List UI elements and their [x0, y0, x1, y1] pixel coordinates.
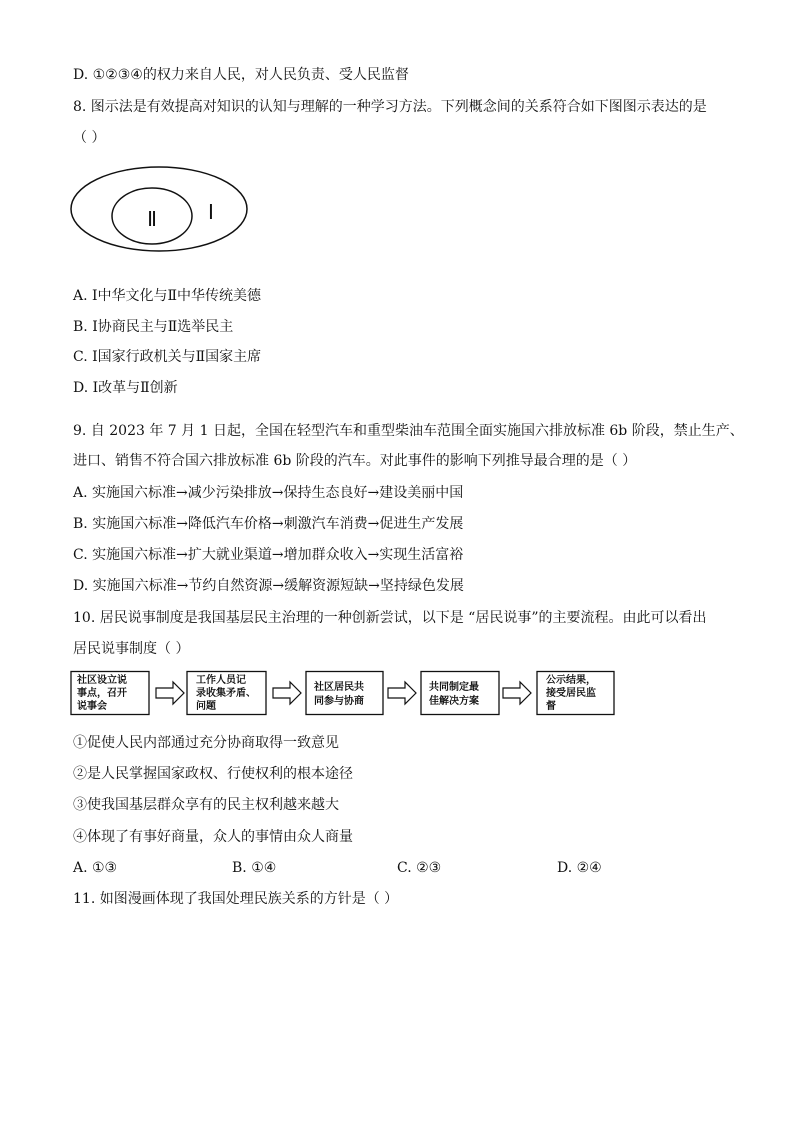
q10-option-b: B. ①④	[232, 860, 277, 876]
flow-box-5-line3: 督	[546, 701, 556, 712]
q11-stem: 11. 如图漫画体现了我国处理民族关系的方针是（ ）	[73, 891, 399, 907]
q10-flowchart	[70, 670, 616, 718]
q9-option-a: A. 实施国六标准→减少污染排放→保持生态良好→建设美丽中国	[73, 485, 464, 501]
q9-option-c: C. 实施国六标准→扩大就业渠道→增加群众收入→实现生活富裕	[73, 547, 464, 563]
q10-statement-1: ①促使人民内部通过充分协商取得一致意见	[73, 735, 339, 751]
flow-box-3-line2: 同参与协商	[314, 696, 364, 707]
q8-option-a: A. Ⅰ中华文化与Ⅱ中华传统美德	[73, 288, 262, 304]
q10-stem-line1: 10. 居民说事制度是我国基层民主治理的一种创新尝试，以下是 “居民说事”的主要流程。由此可以看出	[73, 610, 707, 626]
q8-option-b: B. Ⅰ协商民主与Ⅱ选举民主	[73, 319, 234, 335]
q10-option-d: D. ②④	[557, 860, 602, 876]
q7-option-d: D. ①②③④的权力来自人民，对人民负责、受人民监督	[73, 67, 409, 83]
q8-stem-line1: 8. 图示法是有效提高对知识的认知与理解的一种学习方法。下列概念间的关系符合如下图图示表达的是	[73, 99, 707, 115]
q9-option-b: B. 实施国六标准→降低汽车价格→刺激汽车消费→促进生产发展	[73, 516, 464, 532]
q10-option-a: A. ①③	[73, 860, 118, 876]
flow-box-5-line2: 接受居民监	[546, 688, 596, 699]
flow-arrow-icon	[273, 682, 301, 704]
q10-option-c: C. ②③	[397, 860, 442, 876]
flow-box-4	[421, 672, 499, 715]
outer-ellipse	[71, 167, 247, 251]
flow-box-4-line2: 佳解决方案	[429, 696, 479, 707]
flow-box-2-line3: 问题	[196, 701, 216, 712]
flow-arrow-icon	[156, 682, 184, 704]
inner-label: Ⅱ	[147, 207, 157, 231]
q10-statement-2: ②是人民掌握国家政权、行使权利的根本途径	[73, 766, 353, 782]
q8-venn-diagram	[68, 163, 252, 255]
outer-label: Ⅰ	[208, 200, 214, 224]
flow-box-1-line1: 社区设立说	[77, 675, 127, 686]
flow-box-3	[306, 672, 383, 715]
q9-stem-line2: 进口、销售不符合国六排放标准 6b 阶段的汽车。对此事件的影响下列推导最合理的是（ ）	[73, 453, 637, 469]
q8-option-d: D. Ⅰ改革与Ⅱ创新	[73, 380, 178, 396]
flow-box-5-line1: 公示结果，	[546, 675, 596, 686]
flow-box-1-line2: 事点，召开	[77, 688, 127, 699]
flow-box-2-line1: 工作人员记	[196, 675, 246, 686]
q8-option-c: C. Ⅰ国家行政机关与Ⅱ国家主席	[73, 349, 262, 365]
flow-box-2-line2: 录收集矛盾、	[196, 688, 256, 699]
flow-box-1-line3: 说事会	[77, 701, 107, 712]
flow-arrow-icon	[503, 682, 531, 704]
flow-box-4-line1: 共同制定最	[429, 682, 479, 693]
q10-stem-line2: 居民说事制度（ ）	[73, 641, 190, 657]
flow-box-3-line1: 社区居民共	[314, 682, 364, 693]
q10-statement-3: ③使我国基层群众享有的民主权利越来越大	[73, 797, 339, 813]
q10-statement-4: ④体现了有事好商量，众人的事情由众人商量	[73, 829, 353, 845]
q9-option-d: D. 实施国六标准→节约自然资源→缓解资源短缺→坚持绿色发展	[73, 578, 464, 594]
flow-arrow-icon	[388, 682, 416, 704]
q9-stem-line1: 9. 自 2023 年 7 月 1 日起，全国在轻型汽车和重型柴油车范围全面实施国六排放标准 6b 阶段，禁止生产、	[73, 423, 744, 439]
q8-stem-line2: （ ）	[73, 130, 106, 146]
